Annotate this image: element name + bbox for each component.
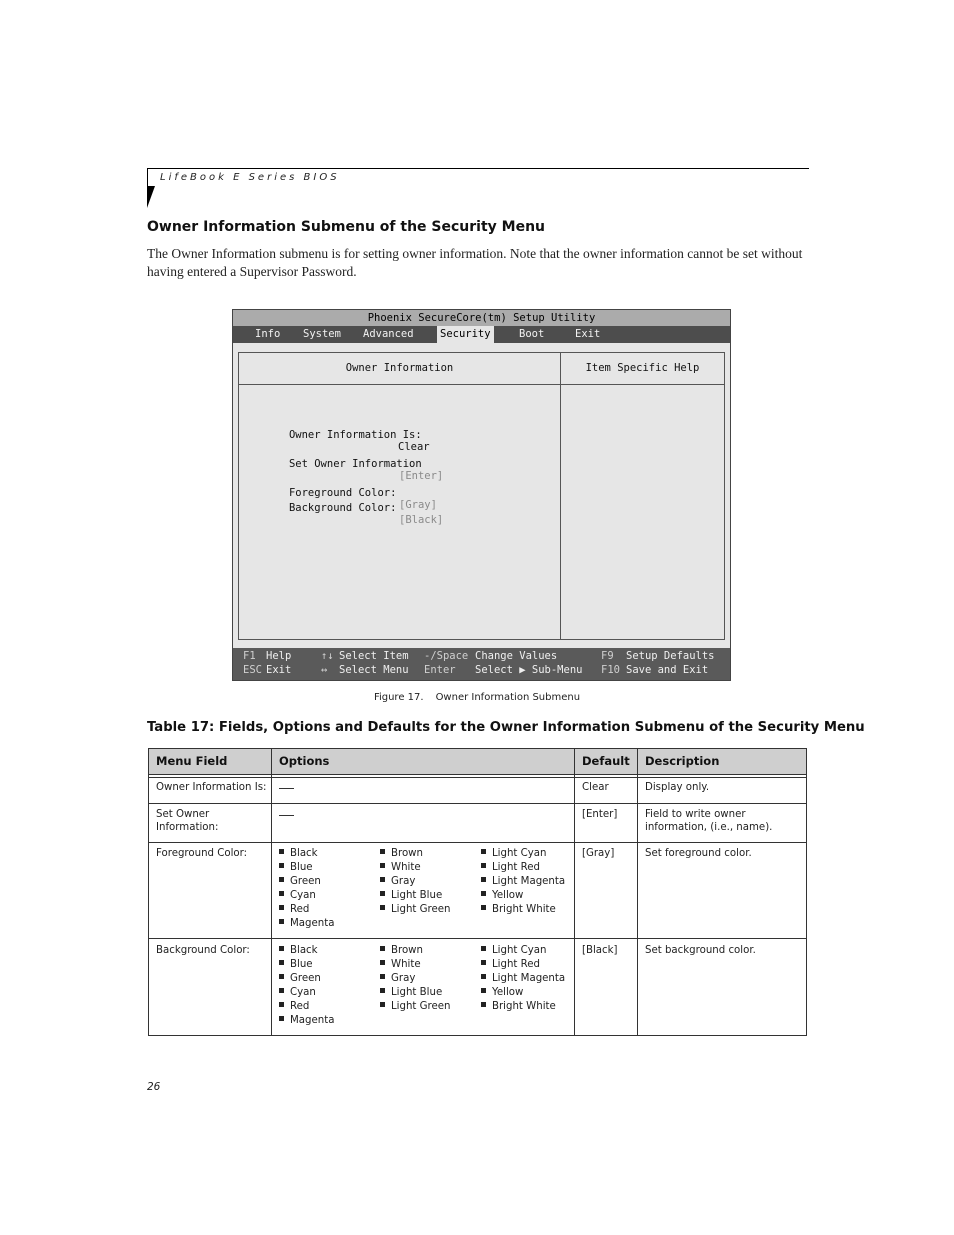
key-help-label: Help (266, 650, 292, 662)
bullet-icon (279, 946, 284, 951)
bullet-icon (279, 877, 284, 882)
bullet-icon (481, 960, 486, 965)
section-title: Owner Information Submenu of the Security Menu (147, 219, 546, 235)
option-item: White (380, 958, 421, 972)
bullet-icon (279, 1016, 284, 1021)
bullet-icon (481, 1002, 486, 1007)
option-item: Blue (279, 958, 313, 972)
bullet-icon (279, 919, 284, 924)
row3-field: Foreground Color: (156, 848, 248, 859)
option-item: Yellow (481, 986, 523, 1000)
header-wedge (147, 186, 155, 208)
bullet-icon (279, 974, 284, 979)
option-item: Light Cyan (481, 944, 547, 958)
header-options: Options (279, 754, 330, 768)
column-divider (271, 749, 272, 1035)
page-number: 26 (147, 1081, 161, 1093)
tab-info[interactable]: Info (255, 328, 281, 340)
bullet-icon (380, 1002, 385, 1007)
bios-help-panel (561, 352, 725, 640)
column-divider (574, 749, 575, 1035)
bullet-icon (279, 1002, 284, 1007)
panel-divider (561, 384, 724, 385)
figure-number: Figure 17. (373, 692, 424, 703)
row4-field: Background Color: (156, 945, 250, 956)
save-exit-label: Save and Exit (626, 664, 709, 676)
bullet-icon (481, 849, 486, 854)
table-title: Table 17: Fields, Options and Defaults for the Owner Information Submenu of the Security Menu (147, 720, 865, 735)
option-item: Light Cyan (481, 847, 547, 861)
option-item: Magenta (279, 1014, 334, 1028)
header-menu-field: Menu Field (156, 754, 228, 768)
row-divider (149, 842, 806, 843)
option-item: Light Blue (380, 889, 442, 903)
key-minus-space: -/Space (424, 650, 469, 662)
row1-options-dash (279, 788, 294, 789)
bios-footer (233, 648, 730, 680)
panel-divider (239, 384, 560, 385)
option-item: Green (279, 972, 321, 986)
option-item: Light Green (380, 1000, 451, 1014)
tab-boot[interactable]: Boot (519, 328, 545, 340)
option-item: Brown (380, 944, 423, 958)
bullet-icon (481, 988, 486, 993)
bullet-icon (279, 849, 284, 854)
bios-main-panel (238, 352, 561, 640)
change-values-label: Change Values (475, 650, 558, 662)
bullet-icon (279, 988, 284, 993)
bullet-icon (380, 849, 385, 854)
option-item: Brown (380, 847, 423, 861)
bullet-icon (279, 863, 284, 868)
table-header-row (149, 749, 806, 775)
row4-description: Set background color. (645, 945, 756, 956)
panel-heading-owner-information: Owner Information (345, 362, 454, 374)
bullet-icon (279, 891, 284, 896)
bullet-icon (380, 905, 385, 910)
row2-default: [Enter] (582, 809, 618, 820)
row1-description: Display only. (645, 782, 710, 793)
bios-title: Phoenix SecureCore(tm) Setup Utility (233, 310, 730, 326)
option-item: Yellow (481, 889, 523, 903)
field-value: [Enter] (399, 470, 444, 482)
panel-heading-item-specific-help: Item Specific Help (585, 362, 700, 374)
bullet-icon (481, 946, 486, 951)
arrow-left-right-icon: ↔ (321, 664, 328, 676)
field-value: Clear (398, 441, 430, 453)
option-item: Light Magenta (481, 875, 565, 889)
row1-default: Clear (582, 782, 609, 793)
option-item: White (380, 861, 421, 875)
option-item: Magenta (279, 917, 334, 931)
option-item: Light Red (481, 958, 540, 972)
figure-caption (0, 692, 954, 703)
options-table (148, 748, 807, 1036)
tab-system[interactable]: System (303, 328, 341, 340)
arrow-up-down-icon: ↑↓ (321, 650, 334, 662)
bios-screen (232, 309, 731, 681)
bullet-icon (380, 891, 385, 896)
bullet-icon (380, 974, 385, 979)
header-double-rule (149, 777, 806, 778)
option-item: Red (279, 1000, 309, 1014)
option-item: Light Green (380, 903, 451, 917)
row3-default: [Gray] (582, 848, 615, 859)
option-item: Blue (279, 861, 313, 875)
column-divider (637, 749, 638, 1035)
bullet-icon (380, 946, 385, 951)
row3-description: Set foreground color. (645, 848, 752, 859)
field-label: Set Owner Information (288, 458, 422, 470)
row4-default: [Black] (582, 945, 618, 956)
option-item: Black (279, 944, 318, 958)
row-divider (149, 803, 806, 804)
tab-advanced[interactable]: Advanced (363, 328, 414, 340)
select-menu-label: Select Menu (339, 664, 409, 676)
option-item: Gray (380, 875, 415, 889)
key-enter: Enter (424, 664, 456, 676)
option-item: Green (279, 875, 321, 889)
row2-field: Set Owner Information: (156, 809, 219, 833)
setup-defaults-label: Setup Defaults (626, 650, 715, 662)
bullet-icon (380, 960, 385, 965)
option-item: Bright White (481, 903, 556, 917)
option-item: Red (279, 903, 309, 917)
row2-options-dash (279, 815, 294, 816)
bullet-icon (481, 905, 486, 910)
intro-paragraph: The Owner Information submenu is for setting owner information. Note that the owner information cannot be set without having entered a Supervisor Password. (147, 246, 803, 279)
option-item: Light Blue (380, 986, 442, 1000)
bullet-icon (279, 905, 284, 910)
row-divider (149, 938, 806, 939)
key-f9: F9 (601, 650, 614, 662)
option-item: Bright White (481, 1000, 556, 1014)
bullet-icon (481, 974, 486, 979)
bullet-icon (481, 891, 486, 896)
header-description: Description (645, 754, 720, 768)
select-item-label: Select Item (339, 650, 409, 662)
bullet-icon (380, 988, 385, 993)
key-esc: ESC (243, 664, 262, 676)
option-item: Black (279, 847, 318, 861)
row2-description: Field to write owner information, (i.e., name). (645, 809, 773, 833)
bullet-icon (481, 863, 486, 868)
bullet-icon (380, 877, 385, 882)
select-submenu-label: Select ▶ Sub-Menu (475, 664, 583, 676)
header-rule (147, 168, 809, 169)
option-item: Cyan (279, 986, 316, 1000)
exit-label: Exit (266, 664, 292, 676)
bullet-icon (380, 863, 385, 868)
bullet-icon (279, 960, 284, 965)
field-label: Owner Information Is: (288, 429, 422, 441)
row1-field: Owner Information Is: (156, 782, 267, 793)
key-f1: F1 (243, 650, 256, 662)
field-value: [Gray] (399, 499, 437, 511)
field-label: Foreground Color: (288, 487, 397, 499)
field-value: [Black] (399, 514, 444, 526)
running-head: LifeBook E Series BIOS (160, 172, 340, 183)
header-default: Default (582, 754, 630, 768)
option-item: Cyan (279, 889, 316, 903)
tab-security[interactable]: Security (437, 326, 494, 343)
figure-caption-text: Owner Information Submenu (435, 692, 581, 703)
option-item: Light Red (481, 861, 540, 875)
option-item: Light Magenta (481, 972, 565, 986)
option-item: Gray (380, 972, 415, 986)
key-f10: F10 (601, 664, 620, 676)
bios-menubar (233, 326, 730, 343)
tab-exit[interactable]: Exit (575, 328, 601, 340)
bullet-icon (481, 877, 486, 882)
field-label: Background Color: (288, 502, 397, 514)
